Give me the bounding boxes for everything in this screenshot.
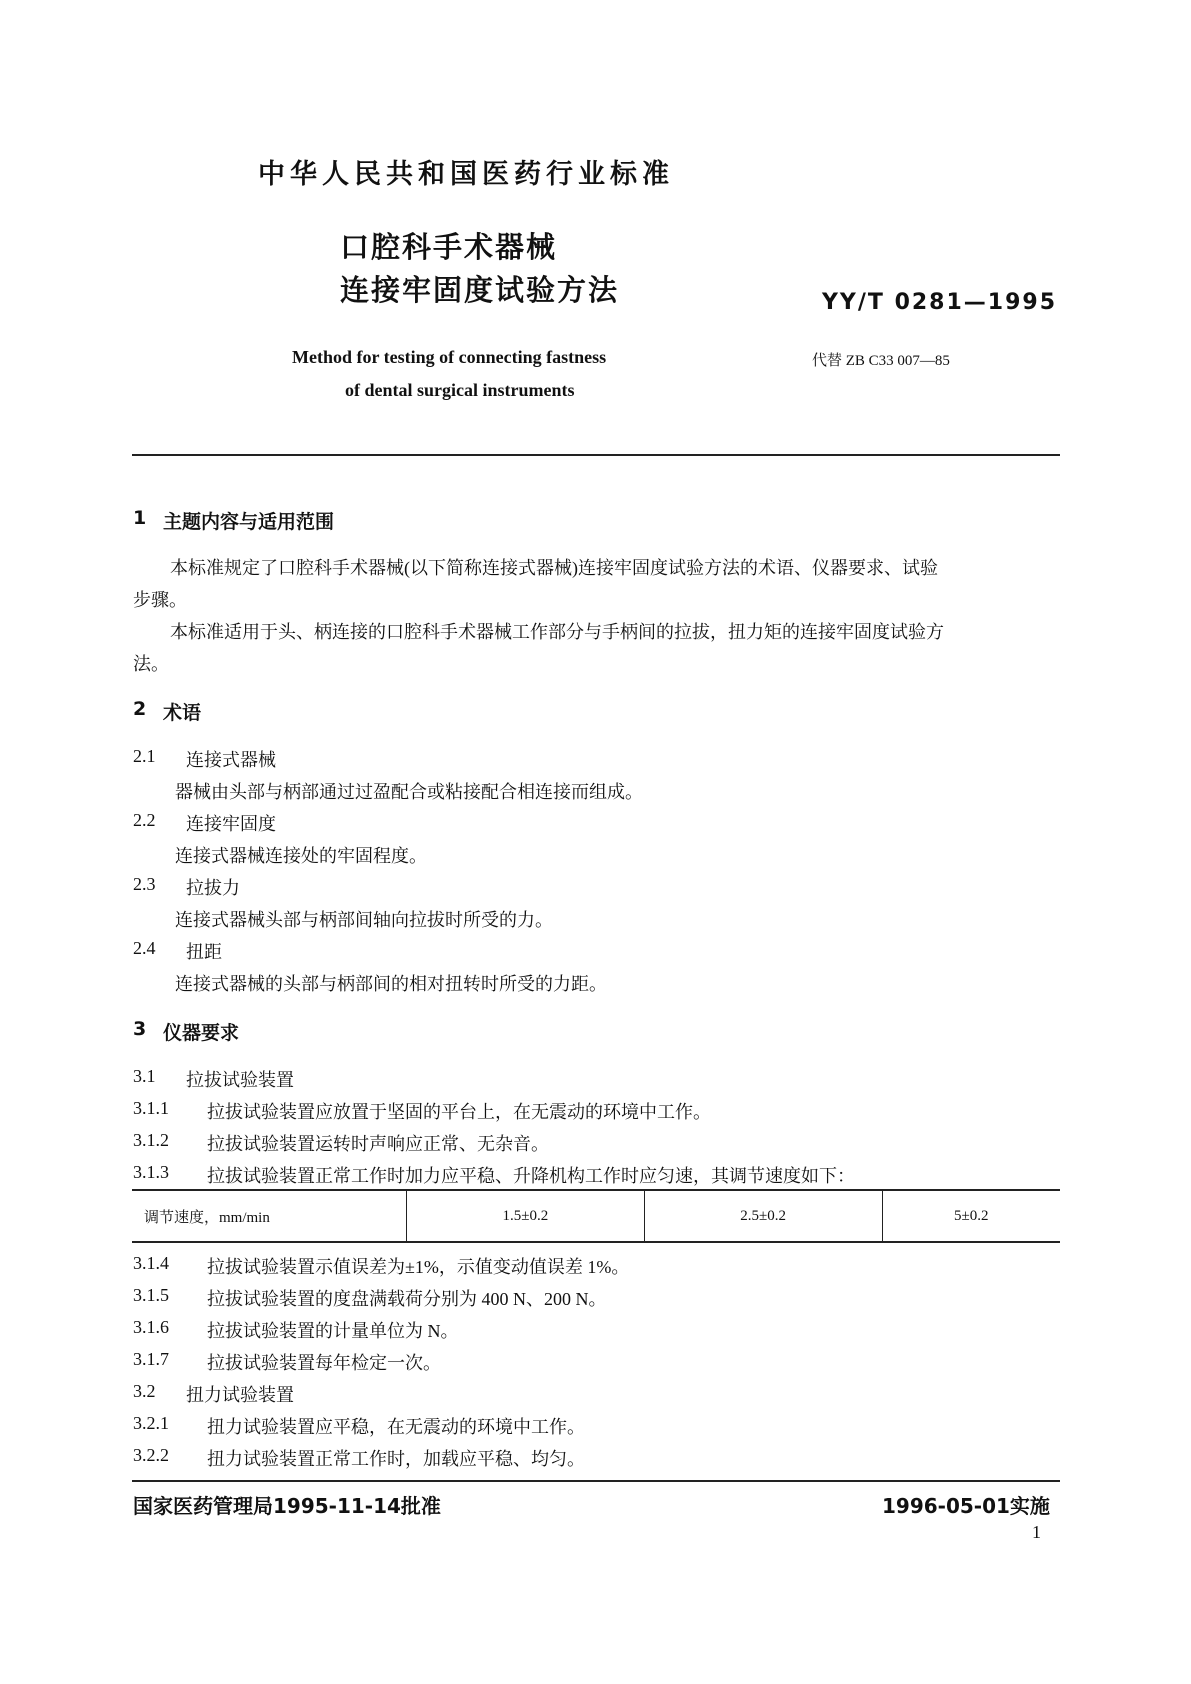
clause-3-2-2-text: 扭力试验装置正常工作时，加载应平稳、均匀。 [207,1449,585,1469]
clause-3-1-5-number: 3.1.5 [133,1285,169,1305]
clause-3-2-2-number: 3.2.2 [133,1445,169,1465]
section-2-title: 术语 [163,702,202,724]
section-2-number: 2 [133,698,147,720]
term-2-4-title: 扭距 [186,942,222,962]
page-number: 1 [1032,1522,1041,1542]
clause-3-2-text: 扭力试验装置 [186,1385,294,1405]
effective-date: 1996-05-01实施 [882,1494,1050,1518]
clause-3-1-5-text: 拉拔试验装置的度盘满载荷分别为 400 N、200 N。 [207,1289,607,1309]
speed-value-cell: 1.5±0.2 [407,1190,645,1242]
header-divider [132,454,1060,456]
clause-3-2-number: 3.2 [133,1381,156,1401]
speed-value-cell: 2.5±0.2 [644,1190,882,1242]
clause-3-1-3-text: 拉拔试验装置正常工作时加力应平稳、升降机构工作时应匀速，其调节速度如下： [207,1166,855,1186]
clause-3-1-6-text: 拉拔试验装置的计量单位为 N。 [207,1321,459,1341]
clause-3-1-7-number: 3.1.7 [133,1349,169,1369]
speed-value-cell: 5±0.2 [882,1190,1060,1242]
term-2-2-number: 2.2 [133,810,156,830]
section-1-paragraph-2-cont: 法。 [133,654,169,674]
section-3-title: 仪器要求 [163,1022,240,1044]
clause-3-1-1-text: 拉拔试验装置应放置于坚固的平台上，在无震动的环境中工作。 [207,1102,711,1122]
issuing-category: 中华人民共和国医药行业标准 [258,159,674,190]
term-2-4-number: 2.4 [133,938,156,958]
section-1-paragraph-1: 本标准规定了口腔科手术器械(以下简称连接式器械)连接牢固度试验方法的术语、仪器要求、试验 [170,558,938,578]
document-title-line2: 连接牢固度试验方法 [340,273,620,307]
section-3-number: 3 [133,1018,147,1040]
standard-number: YY/T 0281—1995 [822,290,1058,315]
replaces-note: 代替 ZB C33 007—85 [812,353,950,369]
term-2-2-title: 连接牢固度 [186,814,276,834]
term-2-4-definition: 连接式器械的头部与柄部间的相对扭转时所受的力距。 [175,974,607,994]
clause-3-1-2-text: 拉拔试验装置运转时声响应正常、无杂音。 [207,1134,549,1154]
clause-3-1-4-number: 3.1.4 [133,1253,169,1273]
term-2-3-definition: 连接式器械头部与柄部间轴向拉拔时所受的力。 [175,910,553,930]
term-2-3-number: 2.3 [133,874,156,894]
section-1-paragraph-2: 本标准适用于头、柄连接的口腔科手术器械工作部分与手柄间的拉拔，扭力矩的连接牢固度试验方 [170,622,944,642]
english-title-line1: Method for testing of connecting fastness [292,347,607,367]
document-title-line1: 口腔科手术器械 [340,230,558,264]
term-2-3-title: 拉拔力 [186,878,240,898]
clause-3-1-6-number: 3.1.6 [133,1317,169,1337]
clause-3-1-7-text: 拉拔试验装置每年检定一次。 [207,1353,441,1373]
footer-divider [132,1480,1060,1482]
table-row [132,1190,1060,1242]
clause-3-2-1-text: 扭力试验装置应平稳，在无震动的环境中工作。 [207,1417,585,1437]
term-2-1-number: 2.1 [133,746,156,766]
term-2-1-title: 连接式器械 [186,750,276,770]
clause-3-1-3-number: 3.1.3 [133,1162,169,1182]
clause-3-2-1-number: 3.2.1 [133,1413,169,1433]
speed-table [132,1189,1060,1243]
clause-3-1-number: 3.1 [133,1066,156,1086]
section-1-number: 1 [133,507,147,529]
section-1-title: 主题内容与适用范围 [163,511,335,533]
clause-3-1-text: 拉拔试验装置 [186,1070,294,1090]
english-title-line2: of dental surgical instruments [345,380,575,400]
speed-label-cell: 调节速度，mm/min [144,1209,270,1226]
approval-note: 国家医药管理局1995-11-14批准 [133,1494,441,1518]
term-2-1-definition: 器械由头部与柄部通过过盈配合或粘接配合相连接而组成。 [175,782,643,802]
section-1-paragraph-1-cont: 步骤。 [133,590,187,610]
clause-3-1-2-number: 3.1.2 [133,1130,169,1150]
term-2-2-definition: 连接式器械连接处的牢固程度。 [175,846,427,866]
clause-3-1-1-number: 3.1.1 [133,1098,169,1118]
clause-3-1-4-text: 拉拔试验装置示值误差为±1%，示值变动值误差 1%。 [207,1257,630,1277]
